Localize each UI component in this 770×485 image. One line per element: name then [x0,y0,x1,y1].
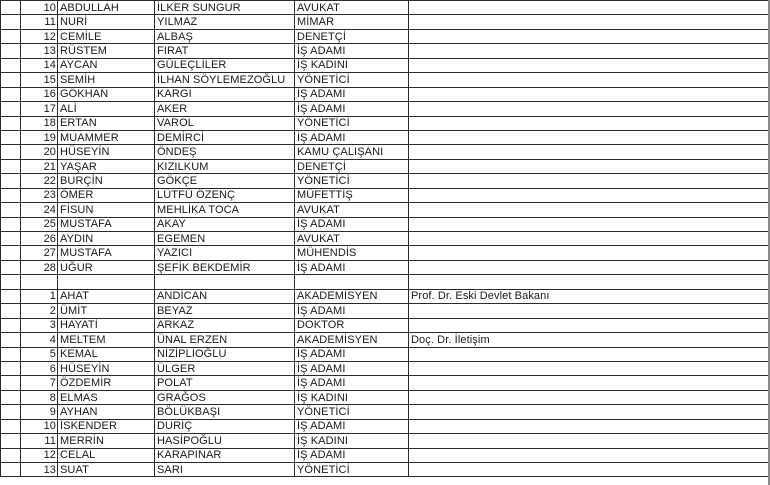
row-number-cell: 15 [21,73,58,87]
first-name-cell: MUSTAFA [58,246,155,260]
occupation-cell: YÖNETİCİ [295,405,409,419]
row-number-cell: 28 [21,260,58,274]
row-number-cell: 3 [21,318,58,332]
occupation-cell: KAMU ÇALIŞANI [295,145,409,159]
occupation-cell: AVUKAT [295,1,409,15]
first-name-cell: AYHAN [58,405,155,419]
table-row [1,44,770,58]
last-name-cell: ÜNAL ERZEN [155,333,295,347]
row-number-cell: 26 [21,232,58,246]
blank-cell [1,145,21,159]
first-name-cell: AYDIN [58,232,155,246]
blank-cell [1,463,21,477]
note-cell [409,203,770,217]
row-number-cell: 18 [21,116,58,130]
last-name-cell: EGEMEN [155,232,295,246]
blank-cell [1,333,21,347]
blank-cell [1,130,21,144]
occupation-cell: İŞ ADAMI [295,217,409,231]
last-name-cell: ARKAZ [155,318,295,332]
occupation-cell: İŞ KADINI [295,58,409,72]
occupation-cell: DENETÇİ [295,29,409,43]
last-name-cell: VAROL [155,116,295,130]
occupation-cell: İŞ ADAMI [295,44,409,58]
first-name-cell: HAYATİ [58,318,155,332]
last-name-cell: İLHAN SÖYLEMEZOĞLU [155,73,295,87]
first-name-cell: MELTEM [58,333,155,347]
blank-cell [1,15,21,29]
table-row [1,116,770,130]
first-name-cell: UĞUR [58,260,155,274]
table-row [1,304,770,318]
blank-cell [1,434,21,448]
blank-cell [1,1,21,15]
row-number-cell: 8 [21,390,58,404]
last-name-cell: FIRAT [155,44,295,58]
occupation-cell: AKADEMİSYEN [295,333,409,347]
first-name-cell: GÖKHAN [58,87,155,101]
table-row [1,145,770,159]
row-number-cell: 14 [21,58,58,72]
table-row [1,73,770,87]
last-name-cell: BÖLÜKBAŞI [155,405,295,419]
first-name-cell: ÖMER [58,188,155,202]
table-row [1,405,770,419]
note-cell [409,145,770,159]
occupation-cell: MÜHENDİS [295,246,409,260]
first-name-cell: ERTAN [58,116,155,130]
occupation-cell: YÖNETİCİ [295,73,409,87]
note-cell [409,448,770,462]
blank-cell [1,174,21,188]
blank-cell [1,159,21,173]
note-cell [409,304,770,318]
last-name-cell: ÜLGER [155,361,295,375]
blank-cell [1,29,21,43]
row-number-cell: 19 [21,130,58,144]
table-row [1,87,770,101]
table-row [1,130,770,144]
last-name-cell: HASİPOĞLU [155,434,295,448]
row-number-cell: 5 [21,347,58,361]
occupation-cell: İŞ ADAMI [295,448,409,462]
last-name-cell: DURİÇ [155,419,295,433]
last-name-cell: MEHLİKA TOCA [155,203,295,217]
row-number-cell: 20 [21,145,58,159]
note-cell [409,390,770,404]
occupation-cell: İŞ KADINI [295,434,409,448]
blank-cell [1,347,21,361]
table-row [1,246,770,260]
row-number-cell: 10 [21,1,58,15]
table-row [1,333,770,347]
row-number-cell: 11 [21,15,58,29]
note-cell [409,1,770,15]
occupation-cell: YÖNETİCİ [295,116,409,130]
row-number-cell: 17 [21,102,58,116]
occupation-cell: İŞ ADAMI [295,260,409,274]
row-number-cell: 6 [21,361,58,375]
blank-cell [1,390,21,404]
row-number-cell: 25 [21,217,58,231]
table-row [1,419,770,433]
first-name-cell: AHAT [58,289,155,303]
blank-cell [1,116,21,130]
occupation-cell: YÖNETİCİ [295,174,409,188]
blank-cell [409,275,770,289]
row-number-cell: 27 [21,246,58,260]
first-name-cell: CELAL [58,448,155,462]
blank-cell [1,102,21,116]
row-number-cell: 23 [21,188,58,202]
row-number-cell: 22 [21,174,58,188]
table-row [1,318,770,332]
occupation-cell: DOKTOR [295,318,409,332]
first-name-cell: ABDULLAH [58,1,155,15]
blank-cell [1,405,21,419]
last-name-cell: BEYAZ [155,304,295,318]
note-cell [409,318,770,332]
last-name-cell: SARI [155,463,295,477]
first-name-cell: SEMİH [58,73,155,87]
table-row [1,174,770,188]
last-name-cell: AKER [155,102,295,116]
blank-cell [1,232,21,246]
last-name-cell: GÜLEÇLİLER [155,58,295,72]
occupation-cell: İŞ ADAMI [295,419,409,433]
first-name-cell: HÜSEYİN [58,145,155,159]
last-name-cell: ALBAŞ [155,29,295,43]
blank-cell [21,275,58,289]
blank-cell [155,275,295,289]
last-name-cell: LÜTFÜ ÖZENÇ [155,188,295,202]
occupation-cell: AVUKAT [295,203,409,217]
occupation-cell: DENETÇİ [295,159,409,173]
last-name-cell: GRAĞOS [155,390,295,404]
last-name-cell: ÖNDEŞ [155,145,295,159]
last-name-cell: GÖKÇE [155,174,295,188]
row-number-cell: 16 [21,87,58,101]
note-cell [409,188,770,202]
occupation-cell: İŞ KADINI [295,390,409,404]
row-number-cell: 4 [21,333,58,347]
row-number-cell: 24 [21,203,58,217]
first-name-cell: YAŞAR [58,159,155,173]
first-name-cell: MUAMMER [58,130,155,144]
note-cell [409,44,770,58]
blank-cell [1,448,21,462]
separator-row [1,275,770,289]
first-name-cell: AYCAN [58,58,155,72]
note-cell: Doç. Dr. İletişim [409,333,770,347]
first-name-cell: MERRİN [58,434,155,448]
first-name-cell: RÜSTEM [58,44,155,58]
note-cell [409,73,770,87]
last-name-cell: YILMAZ [155,15,295,29]
table-row [1,217,770,231]
row-number-cell: 9 [21,405,58,419]
first-name-cell: ALİ [58,102,155,116]
occupation-cell: İŞ ADAMI [295,304,409,318]
blank-cell [1,217,21,231]
table-row [1,58,770,72]
occupation-cell: İŞ ADAMI [295,347,409,361]
table-row [1,232,770,246]
table-row [1,15,770,29]
row-number-cell: 13 [21,44,58,58]
row-number-cell: 12 [21,29,58,43]
blank-cell [1,289,21,303]
first-name-cell: ÖZDEMİR [58,376,155,390]
note-cell [409,87,770,101]
occupation-cell: AVUKAT [295,232,409,246]
blank-cell [1,260,21,274]
row-number-cell: 2 [21,304,58,318]
table-row [1,434,770,448]
last-name-cell: AKAY [155,217,295,231]
blank-cell [1,188,21,202]
blank-cell [1,246,21,260]
note-cell: Prof. Dr. Eski Devlet Bakanı [409,289,770,303]
note-cell [409,260,770,274]
blank-cell [1,87,21,101]
last-name-cell: KIZILKUM [155,159,295,173]
table-row [1,260,770,274]
blank-cell [58,275,155,289]
note-cell [409,217,770,231]
note-cell [409,463,770,477]
last-name-cell: DEMİRCİ [155,130,295,144]
row-number-cell: 7 [21,376,58,390]
table-row [1,289,770,303]
table-row [1,159,770,173]
blank-cell [1,58,21,72]
blank-cell [1,44,21,58]
first-name-cell: KEMAL [58,347,155,361]
first-name-cell: ÜMİT [58,304,155,318]
last-name-cell: KARAPINAR [155,448,295,462]
table-row [1,463,770,477]
note-cell [409,15,770,29]
last-name-cell: İLKER SUNGUR [155,1,295,15]
note-cell [409,246,770,260]
note-cell [409,434,770,448]
occupation-cell: İŞ ADAMI [295,376,409,390]
first-name-cell: SUAT [58,463,155,477]
note-cell [409,376,770,390]
occupation-cell: MÜFETTİŞ [295,188,409,202]
note-cell [409,232,770,246]
occupation-cell: AKADEMİSYEN [295,289,409,303]
note-cell [409,130,770,144]
last-name-cell: NİZİPLİOĞLU [155,347,295,361]
note-cell [409,347,770,361]
row-number-cell: 10 [21,419,58,433]
note-cell [409,116,770,130]
table-row [1,1,770,15]
blank-cell [295,275,409,289]
table-row [1,188,770,202]
table-row [1,203,770,217]
first-name-cell: NURİ [58,15,155,29]
first-name-cell: MUSTAFA [58,217,155,231]
row-number-cell: 21 [21,159,58,173]
blank-cell [1,376,21,390]
row-number-cell: 12 [21,448,58,462]
row-number-cell: 1 [21,289,58,303]
note-cell [409,102,770,116]
table-row [1,390,770,404]
row-number-cell: 13 [21,463,58,477]
blank-cell [1,361,21,375]
row-number-cell: 11 [21,434,58,448]
blank-cell [1,275,21,289]
note-cell [409,159,770,173]
table-row [1,361,770,375]
last-name-cell: YAZICI [155,246,295,260]
first-name-cell: FİSUN [58,203,155,217]
note-cell [409,361,770,375]
occupation-cell: İŞ ADAMI [295,102,409,116]
note-cell [409,58,770,72]
table-row [1,29,770,43]
first-name-cell: ELMAS [58,390,155,404]
blank-cell [1,304,21,318]
note-cell [409,419,770,433]
first-name-cell: HÜSEYİN [58,361,155,375]
occupation-cell: İŞ ADAMI [295,361,409,375]
note-cell [409,174,770,188]
last-name-cell: POLAT [155,376,295,390]
table-row [1,347,770,361]
occupation-cell: MİMAR [295,15,409,29]
blank-cell [1,419,21,433]
note-cell [409,405,770,419]
first-name-cell: İSKENDER [58,419,155,433]
table-row [1,102,770,116]
occupation-cell: İŞ ADAMI [295,87,409,101]
first-name-cell: BURÇİN [58,174,155,188]
occupation-cell: İŞ ADAMI [295,130,409,144]
last-name-cell: KARGI [155,87,295,101]
table-row [1,376,770,390]
last-name-cell: ANDİCAN [155,289,295,303]
blank-cell [1,203,21,217]
table-body [1,1,770,477]
note-cell [409,29,770,43]
first-name-cell: CEMİLE [58,29,155,43]
last-name-cell: ŞEFİK BEKDEMİR [155,260,295,274]
table-row [1,448,770,462]
occupation-cell: YÖNETİCİ [295,463,409,477]
blank-cell [1,73,21,87]
blank-cell [1,318,21,332]
